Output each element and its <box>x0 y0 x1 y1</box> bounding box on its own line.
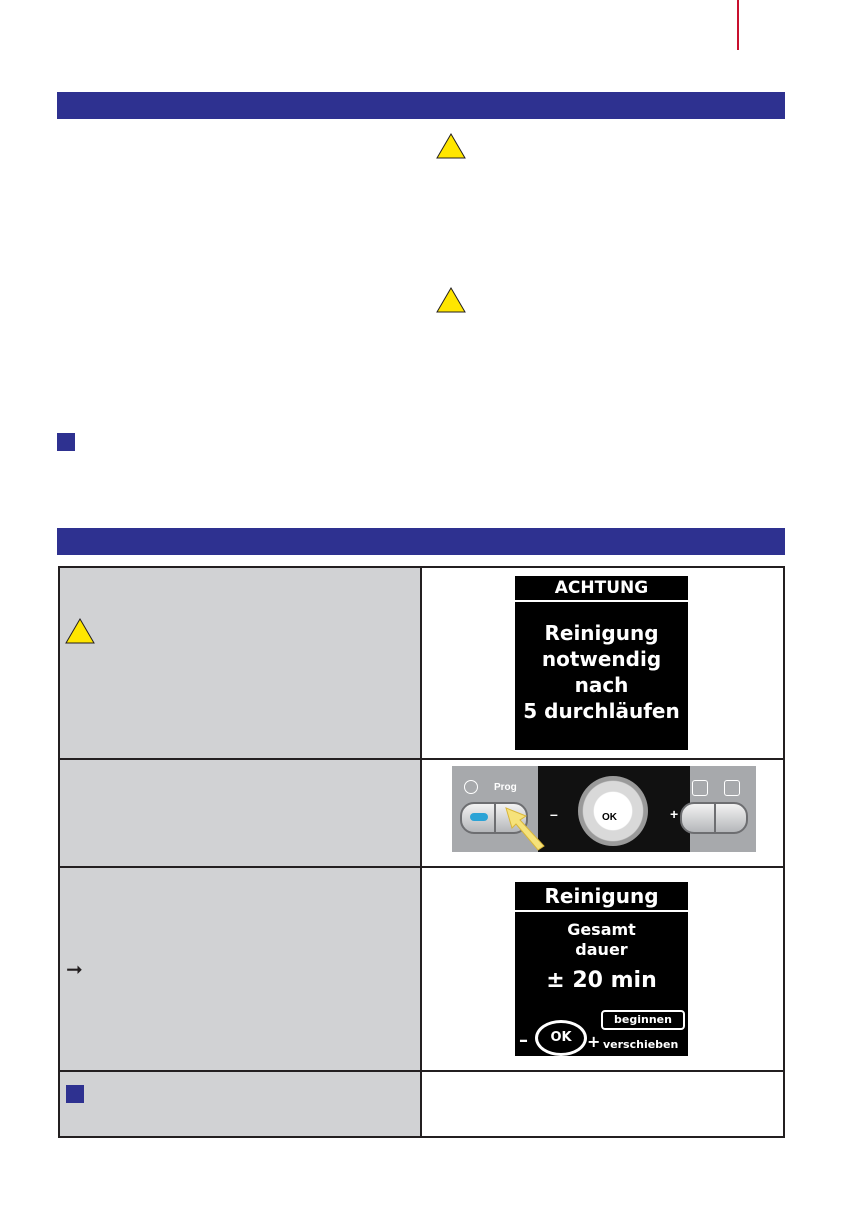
table-row <box>59 867 784 1071</box>
warning-icon <box>65 618 95 644</box>
display-line: dauer <box>575 940 628 959</box>
plus-label: + <box>670 806 679 822</box>
table-row <box>59 759 784 867</box>
display-line: notwendig <box>541 647 662 671</box>
ok-label: OK <box>602 812 617 823</box>
minus-label: – <box>550 806 558 822</box>
dial-area <box>538 766 690 852</box>
info-icon <box>464 780 478 794</box>
minus-label: – <box>519 1030 528 1051</box>
section-banner-steps <box>57 528 785 555</box>
steam-icon <box>724 780 740 796</box>
status-led <box>470 813 488 821</box>
step-text-cell <box>59 567 421 759</box>
square-bullet-icon <box>57 433 75 451</box>
warning-display <box>515 576 688 750</box>
start-button[interactable]: beginnen <box>601 1010 685 1030</box>
display-line: Gesamt <box>567 920 636 939</box>
display-header: Reinigung <box>515 882 688 912</box>
square-bullet-icon <box>66 1085 84 1103</box>
plus-label: + <box>587 1032 601 1051</box>
control-panel-photo <box>452 766 756 852</box>
ok-dial[interactable] <box>578 776 648 846</box>
warning-icon <box>436 133 466 159</box>
water-steam-button[interactable] <box>680 802 748 834</box>
display-line: 5 durchläufen <box>523 699 680 723</box>
steps-table <box>58 566 785 1138</box>
page-corner-rule <box>737 0 739 50</box>
ok-dial[interactable]: OK <box>535 1020 587 1056</box>
step-text-cell <box>59 759 421 867</box>
display-header: ACHTUNG <box>515 576 688 602</box>
cleaning-display <box>515 882 688 1056</box>
postpone-label[interactable]: verschieben <box>603 1038 679 1051</box>
step-text-cell <box>59 867 421 1071</box>
warning-icon <box>436 287 466 313</box>
step-image-cell <box>421 759 784 867</box>
step-image-cell <box>421 1071 784 1137</box>
duration-value: ± 20 min <box>546 968 657 993</box>
table-row <box>59 1071 784 1137</box>
display-line: nach <box>574 673 629 697</box>
prog-label: Prog <box>494 782 517 793</box>
step-image-cell <box>421 867 784 1071</box>
section-banner-top <box>57 92 785 119</box>
table-row <box>59 567 784 759</box>
hot-water-icon <box>692 780 708 796</box>
step-text-cell <box>59 1071 421 1137</box>
step-image-cell <box>421 567 784 759</box>
arrow-right-icon: ➞ <box>66 959 83 981</box>
display-line: Reinigung <box>544 621 659 645</box>
pointer-arrow-icon <box>504 806 548 852</box>
